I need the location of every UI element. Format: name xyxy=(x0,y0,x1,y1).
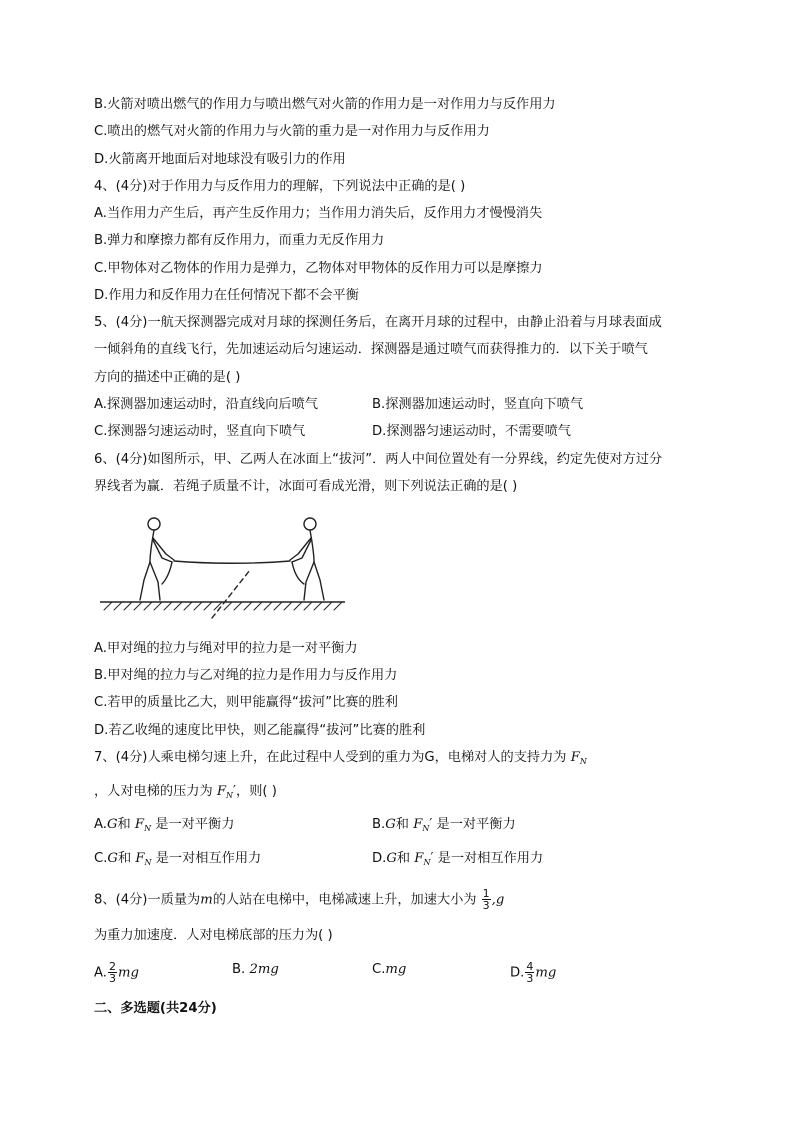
q7-option-d: D.G和 $F_N'$ 是一对相互作用力 xyxy=(372,851,544,867)
q4-option-b: B.弹力和摩擦力都有反作用力，而重力无反作用力 xyxy=(94,233,385,248)
q5-stem-line2: 一倾斜角的直线飞行，先加速运动后匀速运动．探测器是通过喷气而获得推力的．以下关于喷气 xyxy=(94,342,648,357)
q8-option-b: B. 2mg xyxy=(232,962,279,977)
section-multiple-choice-heading: 二、多选题(共24分) xyxy=(94,1001,217,1016)
q7-option-a: A.G和 $F_N$ 是一对平衡力 xyxy=(94,817,235,833)
q5-option-d: D.探测器匀速运动时，不需要喷气 xyxy=(372,424,571,439)
q8-stem-line1: 8、(4分)一质量为m的人站在电梯中，电梯减速上升，加速大小为 $\frac{1}{3}$ ,g xyxy=(94,887,505,912)
q8-option-d: D. $\frac{4}{3}$ mg xyxy=(510,960,557,985)
fraction-one-third: $\frac{1}{3}$ xyxy=(482,887,490,912)
q6-option-d: D.若乙收绳的速度比甲快，则乙能赢得“拔河”比赛的胜利 xyxy=(94,723,426,738)
q5-stem-line1: 5、(4分)一航天探测器完成对月球的探测任务后，在离开月球的过程中，由静止沿着与月球表面成 xyxy=(94,315,662,330)
q7-stem-line1: 7、(4分)人乘电梯匀速上升，在此过程中人受到的重力为G，电梯对人的支持力为 $F_N$ xyxy=(94,750,587,766)
q6-option-a: A.甲对绳的拉力与绳对甲的拉力是一对平衡力 xyxy=(94,641,358,656)
q5-option-b: B.探测器加速运动时，竖直向下喷气 xyxy=(372,397,584,412)
q6-option-b: B.甲对绳的拉力与乙对绳的拉力是作用力与反作用力 xyxy=(94,668,398,683)
q8-option-a: A. $\frac{2}{3}$ mg xyxy=(94,960,139,985)
q7-option-c: C.G和 $F_N$ 是一对相互作用力 xyxy=(94,851,262,867)
q5-option-a: A.探测器加速运动时，沿直线向后喷气 xyxy=(94,397,318,412)
q5-stem-line3: 方向的描述中正确的是( ) xyxy=(94,370,241,385)
tug-of-war-figure xyxy=(100,510,345,622)
q5-option-c: C.探测器匀速运动时，竖直向下喷气 xyxy=(94,424,306,439)
q8-stem-line2: 为重力加速度．人对电梯底部的压力为( ) xyxy=(94,928,333,943)
q4-stem: 4、(4分)对于作用力与反作用力的理解，下列说法中正确的是( ) xyxy=(94,179,466,194)
q6-stem-line1: 6、(4分)如图所示，甲、乙两人在冰面上“拔河”．两人中间位置处有一分界线，约定先使对方过分 xyxy=(94,452,663,467)
q6-stem-line2: 界线者为赢．若绳子质量不计，冰面可看成光滑，则下列说法正确的是( ) xyxy=(94,479,518,494)
q4-option-d: D.作用力和反作用力在任何情况下都不会平衡 xyxy=(94,288,359,303)
q4-option-c: C.甲物体对乙物体的作用力是弹力，乙物体对甲物体的反作用力可以是摩擦力 xyxy=(94,261,543,276)
q6-option-c: C.若甲的质量比乙大，则甲能赢得“拔河”比赛的胜利 xyxy=(94,695,398,710)
q8-option-c: C.mg xyxy=(372,962,407,977)
symbol-F: F xyxy=(570,750,580,765)
q3-option-d: D.火箭离开地面后对地球没有吸引力的作用 xyxy=(94,152,346,167)
q4-option-a: A.当作用力产生后，再产生反作用力；当作用力消失后，反作用力才慢慢消失 xyxy=(94,206,543,221)
q7-stem-line2: ，人对电梯的压力为 $F_N'$，则( ) xyxy=(94,784,277,800)
q7-option-b: B.G和 $F_N'$ 是一对平衡力 xyxy=(372,817,516,833)
q3-option-c: C.喷出的燃气对火箭的作用力与火箭的重力是一对作用力与反作用力 xyxy=(94,124,490,139)
q3-option-b: B.火箭对喷出燃气的作用力与喷出燃气对火箭的作用力是一对作用力与反作用力 xyxy=(94,97,556,112)
